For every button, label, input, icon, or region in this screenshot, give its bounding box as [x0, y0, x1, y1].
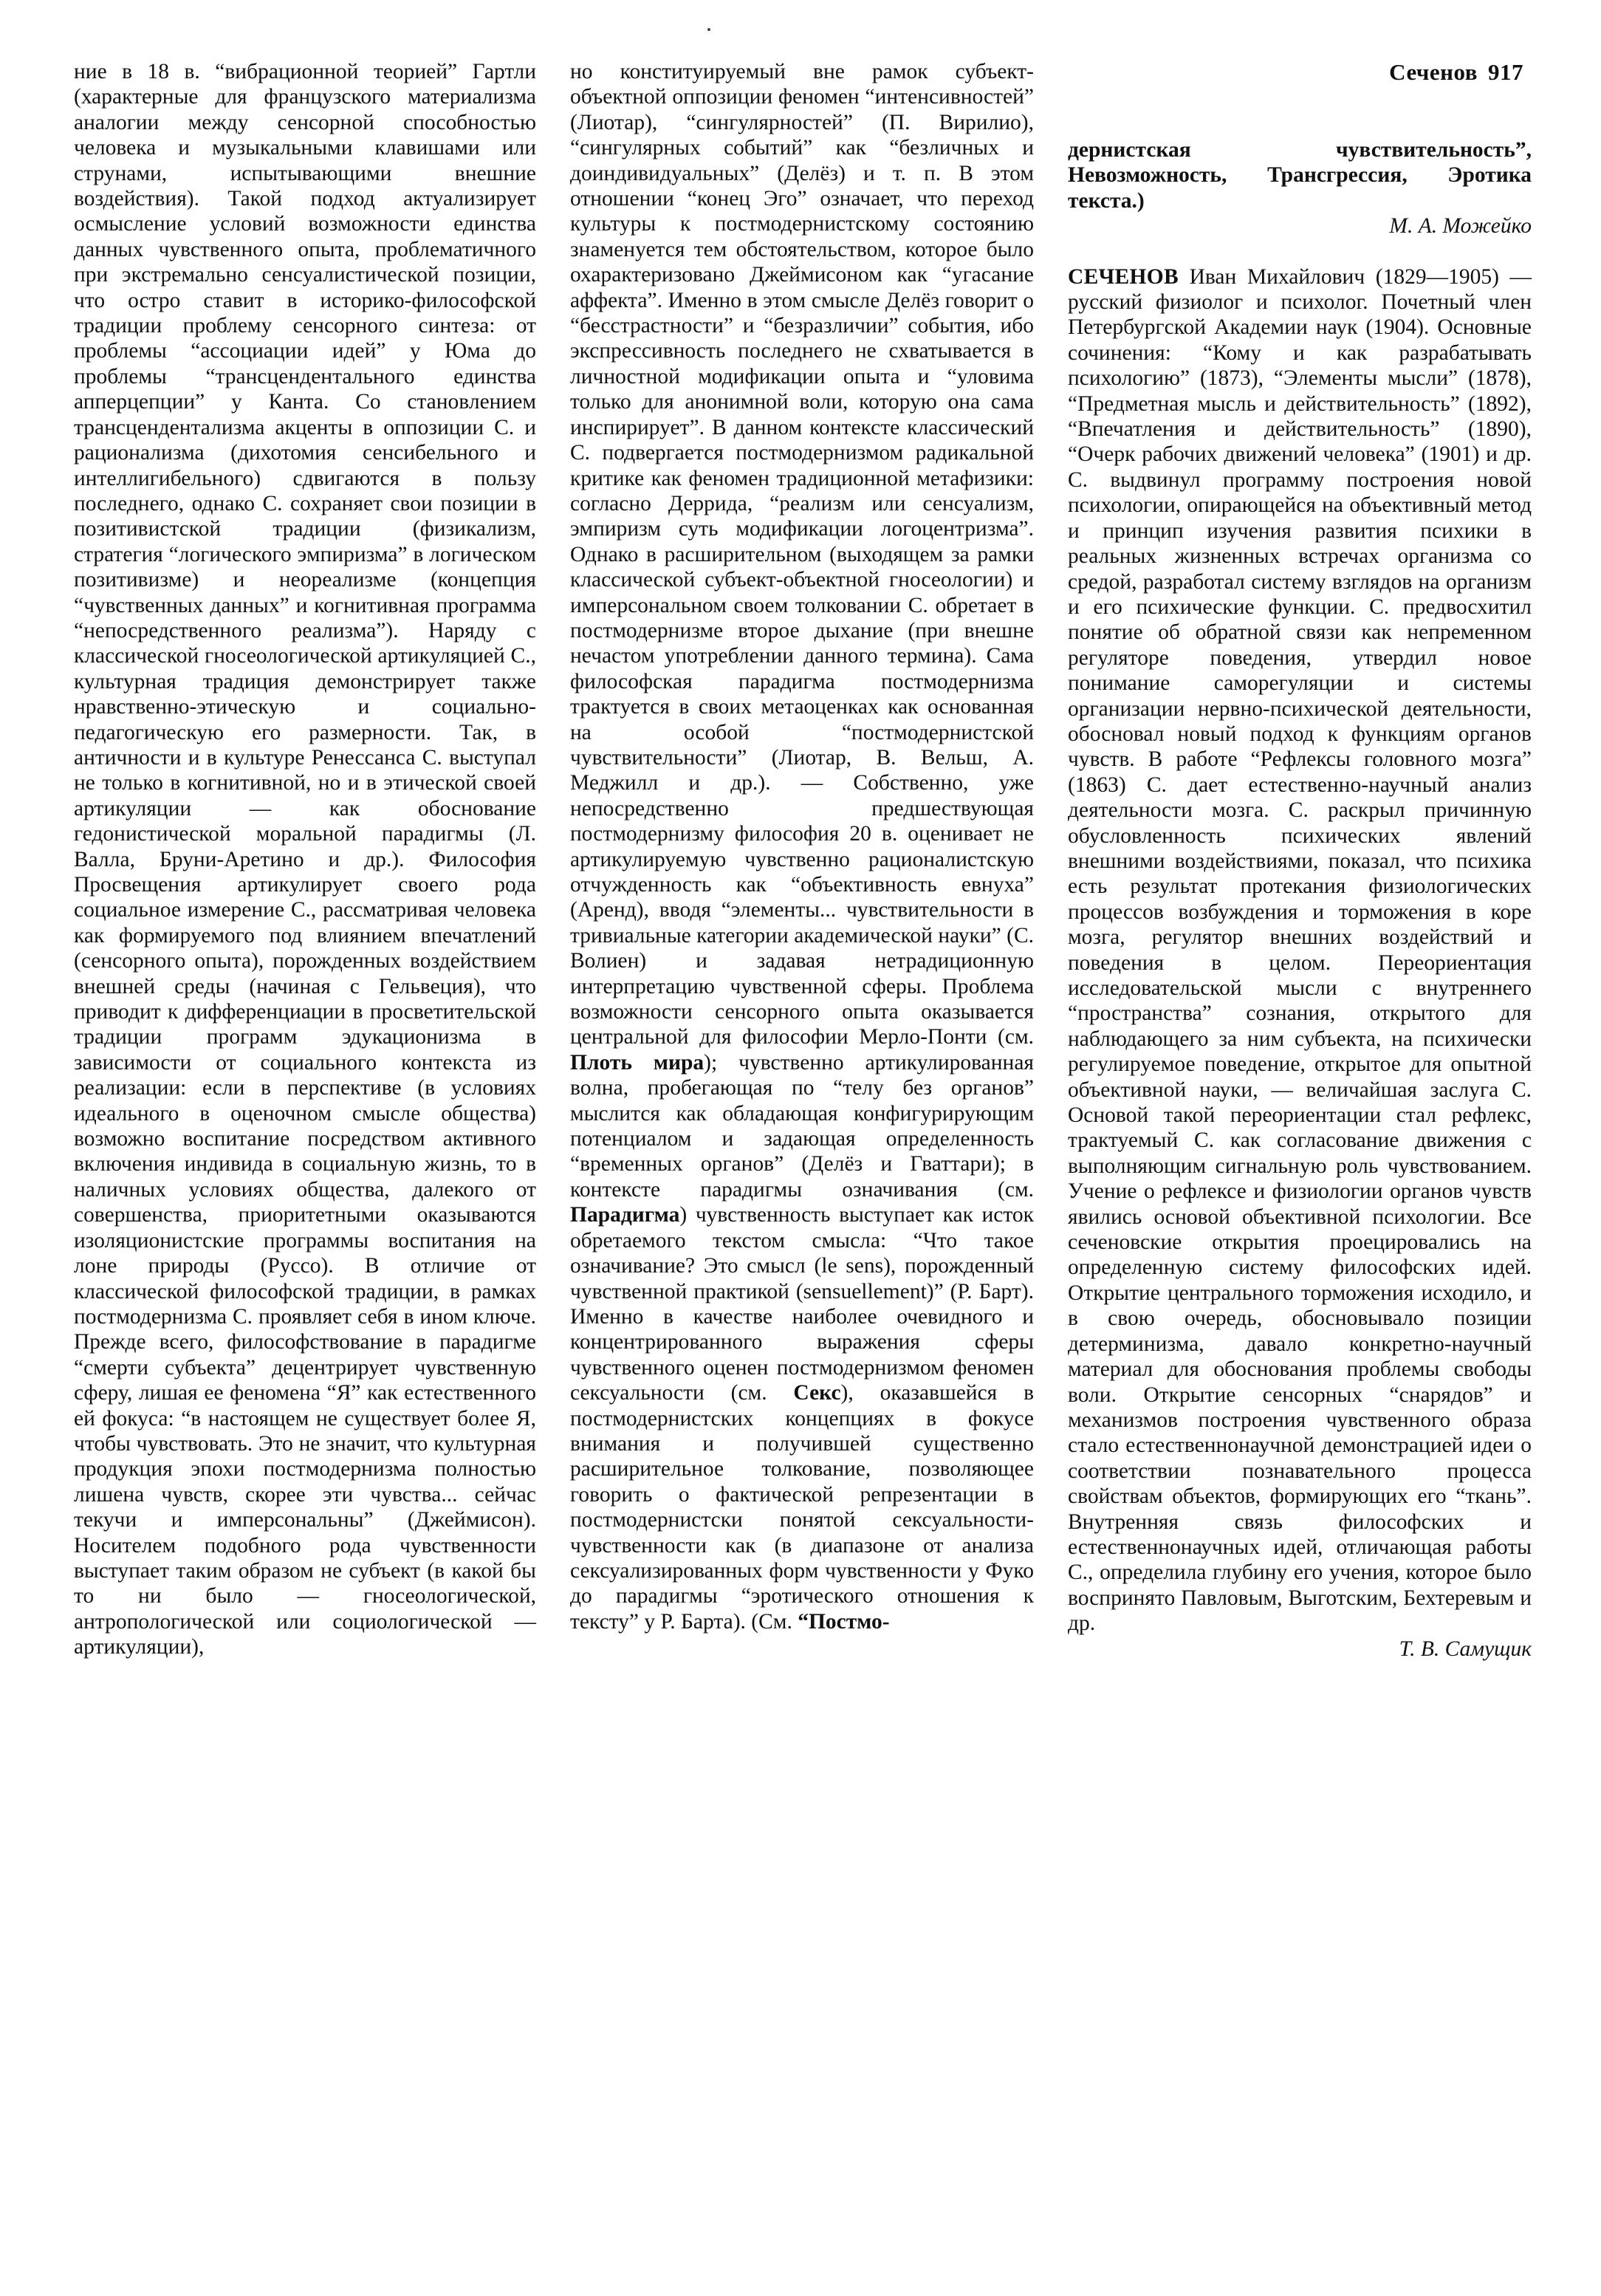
author-signature-samushchik: Т. В. Самущик	[1399, 1637, 1532, 1661]
entry-headword: СЕЧЕНОВ	[1068, 264, 1179, 289]
text-column-3	[1068, 137, 1532, 1662]
running-head-title: Сеченов	[1389, 59, 1478, 85]
column-2-text-d: ), оказавшейся в постмодернистских концепциях в фокусе внимания и получившей существенно расширительное толкование, позволяющее говорить о фактической репрезентации в постмодернистски понятой сексуальности-чувственности как (в диапазоне от анализа сексуализированных форм чувственности у Фуко до парадигмы “эротического отношения к тексту” у Р. Барта). (См.	[570, 1381, 1035, 1634]
column-2-text-b: ); чувственно артикулированная волна, пробегающая по “телу без органов” мыслится как обладающая конфигурирующим потенциалом и задающая определенность “временных органов” (Делёз и Гваттари); в контексте парадигмы означивания (см.	[570, 1050, 1035, 1202]
text-column-1	[74, 59, 536, 1660]
cross-reference-postmodern-sensibility[interactable]: “Постмо-	[798, 1609, 890, 1634]
print-speck	[707, 28, 710, 31]
text-column-2	[570, 59, 1034, 1634]
author-signature-mozheiko: М. А. Можейко	[1389, 214, 1532, 239]
page-number: 917	[1488, 59, 1523, 85]
cross-reference-plot-mira[interactable]: Плоть мира	[570, 1050, 704, 1075]
column-1-paragraph: ние в 18 в. “вибрационной теорией” Гартли (характерные для французского материализма аналогии между сенсорной способностью человека и музыкальными клавишами или струнами, испытывающими внешние воздействия). Такой подход актуализирует осмысление условий возможности единства данных чувственного опыта, проблематичного при экстремально сенсуалистической позиции, что остро ставит в историко-философской традиции проблему сенсорного синтеза: от проблемы “ассоциации идей” у Юма до проблемы “трансцендентального единства апперцепции” у Канта. Со становлением трансцендентализма акценты в оппозиции С. и рационализма (дихотомия сенсибельного и интеллигибельного) сдвигаются в пользу последнего, однако С. сохраняет свои позиции в позитивистской традиции (физикализм, стратегия “логического эмпиризма” в логическом позитивизме) и неореализме (концепция “чувственных данных” и когнитивная программа “непосредственного реализма”). Наряду с классической гносеологической артикуляцией С., культурная традиция демонстрирует также нравственно-этическую и социально-педагогическую его размерности. Так, в античности и в культуре Ренессанса С. выступал не только в когнитивной, но и в этической своей артикуляции — как обоснование гедонистической моральной парадигмы (Л. Валла, Бруни-Аретино и др.). Философия Просвещения артикулирует своего рода социальное измерение С., рассматривая человека как формируемого под влиянием впечатлений (сенсорного опыта), порожденных воздействием внешней среды (начиная с Гельвеция), что приводит к дифференциации в просветительской традиции программ эдукационизма в зависимости от социального контекста из реализации: если в перспективе (в условиях идеального в оценочном смысле общества) возможно воспитание посредством активного включения индивида в социальную жизнь, то в наличных условиях общества, далекого от совершенства, приоритетными оказываются изоляционистские программы воспитания на лоне природы (Руссо). В отличие от классической философской традиции, в рамках постмодернизма С. проявляет себя в ином ключе. Прежде всего, философствование в парадигме “смерти субъекта” децентрирует чувственную сферу, лишая ее феномена “Я” как естественного ей фокуса: “в настоящем не существует более Я, чтобы чувствовать. Это не значит, что культурная продукция эпохи постмодернизма полностью лишена чувств, скорее эти чувства... сейчас текучи и имперсональны” (Джеймисон). Носителем подобного рода чувственности выступает таким образом не субъект (в какой бы то ни было — гносеологической, антропологической или социологической — артикуляции),	[74, 60, 536, 1659]
column-2-text-c: ) чувственность выступает как исток обретаемого текстом смысла: “Что такое означивание? Это смысл (le sens), порожденный чувственной практикой (sensuellement)” (Р. Барт). Именно в качестве наиболее очевидного и концентрированного выражения сферы чувственного оценен постмодернизмом феномен сексуальности (см.	[570, 1203, 1034, 1405]
column-2-text-a: но конституируемый вне рамок субъект-объектной оппозиции феномен “интенсивностей” (Лиотар), “сингулярностей” (П. Вирилио), “сингулярных событий” как “безличных и доиндивидуальных” (Делёз) и т. п. В этом отношении “конец Эго” означает, что переход культуры к постмодернистскому состоянию знаменуется тем обстоятельством, которое было охарактеризовано Джеймисоном как “угасание аффекта”. Именно в этом смысле Делёз говорит о “бесстрастности” и “безразличии” события, ибо экспрессивность последнего не схватывается в личностной модификации опыта и “уловима только для анонимной воли, которую она сама инспирирует”. В данном контексте классический С. подвергается постмодернизмом радикальной критике как феномен традиционной метафизики: согласно Деррида, “реализм или сенсуализм, эмпиризм суть модификации логоцентризма”. Однако в расширительном (выходящем за рамки классической субъект-объектной гносеологии) и имперсональном своем толковании С. обретает в постмодернизме второе дыхание (при внешне нечастом употреблении данного термина). Сама философская парадигма постмодернизма трактуется в своих метаоценках как основанная на особой “постмодернистской чувствительности” (Лиотар, В. Вельш, А. Меджилл и др.). — Собственно, уже непосредственно предшествующая постмодернизму философия 20 в. оценивает не артикулируемую чувственно рационалистскую отчужденность как “объективность евнуха” (Аренд), вводя “элементы... чувствительности в тривиальные категории академической науки” (С. Волиен) и задавая нетрадиционную интерпретацию чувственной сферы. Проблема возможности сенсорного опыта оказывается центральной для философии Мерло-Понти (см.	[570, 60, 1034, 1049]
entry-body: Иван Михайлович (1829—1905) — русский физиолог и психолог. Почетный член Петербургской Академии наук (1904). Основные сочинения: “Кому и как разрабатывать психологию” (1873), “Элементы мысли” (1878), “Предметная мысль и действительность” (1892), “Впечатления и действительность” (1890), “Очерк рабочих движений человека” (1901) и др. С. выдвинул программу построения новой психологии, опирающейся на объективный метод и принцип изучения развития психики в реальных жизненных встречах организма со средой, разработал систему взглядов на организм и его психические функции. С. предвосхитил понятие об обратной связи как непременном регуляторе поведения, утвердил новое понимание саморегуляции и системы организации нервно-психической деятельности, обосновал новый подход к функциям органов чувств. В работе “Рефлексы головного мозга” (1863) С. дает естественно-научный анализ деятельности мозга. С. раскрыл причинную обусловленность психических явлений внешними воздействиями, показал, что психика есть результат протекания физиологических процессов возбуждения и торможения в коре мозга, регулятор внешних воздействий и поведения в целом. Переориентация исследовательской мысли с внутреннего “пространства” сознания, открытого для наблюдающего за ним субъекта, на психически регулируемое поведение, открытое для опытной объективной науки, — величайшая заслуга С. Основой такой переориентации стал рефлекс, трактуемый С. как согласование движения с выполняющим сигнальную роль чувствованием. Учение о рефлексе и физиологии органов чувств явились основой объективной психологии. Все сеченовские открытия проецировались на определенную систему философских идей. Открытие центрального торможения исходило, и в свою очередь, обосновывало позиции детерминизма, давало конкретно-научный материал для обоснования проблемы свободы воли. Открытие сенсорных “снарядов” и механизмов построения чувственного образа стало естественнонаучной демонстрацией идеи о соответствии познавательного процесса свойствам объектов, формирующих его “ткань”. Внутренняя связь философских и естественнонаучных идей, отличающая работы С., определила глубину его учения, которое было воспринято Павловым, Выготским, Бехтеревым и др.	[1068, 264, 1532, 1636]
entry-sechenov	[1068, 264, 1532, 1637]
column-2-paragraph	[570, 59, 1034, 1634]
cross-reference-paradigma[interactable]: Парадигма	[570, 1203, 680, 1227]
cross-references-continued: дернистская чувствительность”, Невозможность, Трансгрессия, Эротика текста.)	[1068, 138, 1532, 213]
cross-reference-seks[interactable]: Секс	[793, 1381, 841, 1405]
running-head	[1389, 59, 1523, 86]
